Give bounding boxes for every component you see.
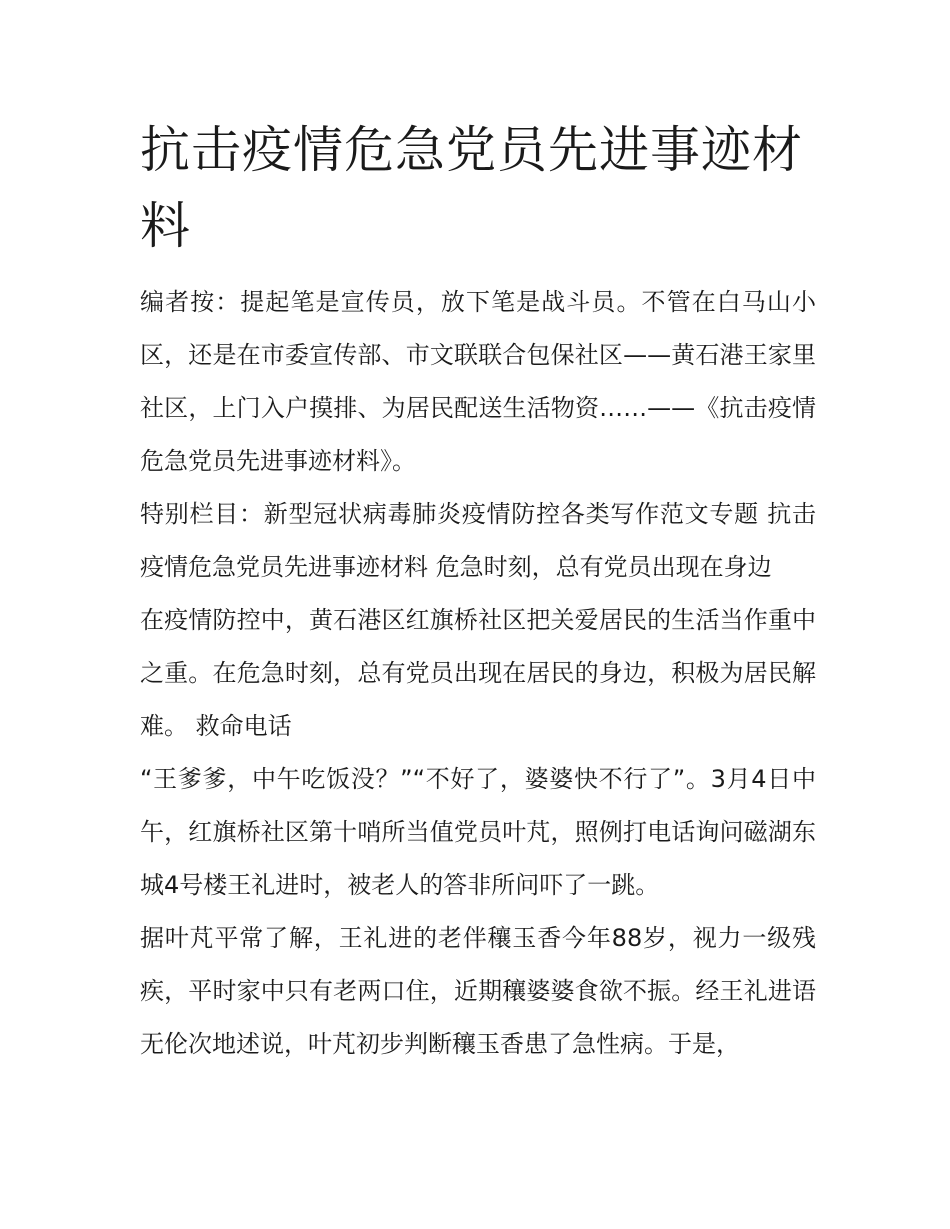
paragraph-phone-call: “王爹爹，中午吃饭没？”“不好了，婆婆快不行了”。3月4日中午，红旗桥社区第十哨所当值党员叶芃，照例打电话询问磁湖东城4号楼王礼进时，被老人的答非所问吓了一跳。 [140, 765, 816, 899]
paragraph-editor-note: 编者按：提起笔是宣传员，放下笔是战斗员。不管在白马山小区，还是在市委宣传部、市文联联合包保社区——黄石港王家里社区，上门入户摸排、为居民配送生活物资……——《抗击疫情危急党员先进事迹材料》。 [140, 288, 816, 475]
paragraph-special-column: 特别栏目：新型冠状病毒肺炎疫情防控各类写作范文专题 抗击疫情危急党员先进事迹材料 危急时刻，总有党员出现在身边 [140, 500, 816, 581]
paragraph-background: 据叶芃平常了解，王礼进的老伴穰玉香今年88岁，视力一级残疾，平时家中只有老两口住，近期穰婆婆食欲不振。经王礼进语无伦次地述说，叶芃初步判断穰玉香患了急性病。于是， [140, 924, 816, 1058]
document-body [140, 276, 816, 1071]
document-title: 抗击疫情危急党员先进事迹材料 [140, 121, 803, 255]
paragraph-community-intro: 在疫情防控中，黄石港区红旗桥社区把关爱居民的生活当作重中之重。在危急时刻，总有党员出现在居民的身边，积极为居民解难。 救命电话 [140, 606, 816, 740]
